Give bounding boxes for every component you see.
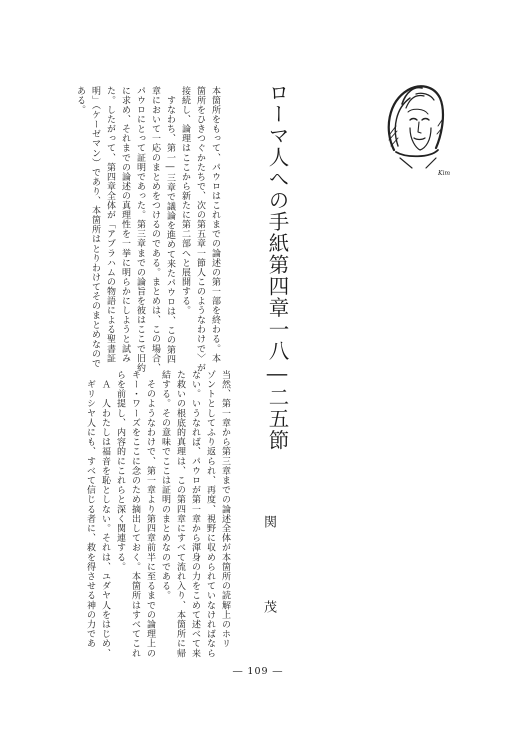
page-number: ― 109 ― [232,666,284,677]
body-text-lower: 当然、第一章から第三章までの論述全体が本箇所の読解上のホリ ゾントとしてふり返られ、再度、視野に収められていなければなら ない。いうなれば、パウロが第一章から渾身の力をこめて述べて来 た救いの根底的真理は、この第四章にすべて流れ入り、本箇所に帰 結する。その意味でここは証明のまとめなのである。 そのようなわけで、第一章より第四章前半に至るまでの論理上の キー・ワーズをここに念のため摘出しておく。本箇所はすべてこれ らを前提し、内容的にこれらと深く関連する。 Ａ 人わたしは福音を恥としない。それは、ユダヤ人をはじめ、 ギリシヤ人にも、すべて信じる者に、救を得させる神の力であ [85,370,230,658]
author-given-name: 茂 [261,600,276,613]
portrait-illustration [376,78,456,178]
article-title: ローマ人への手紙第四章一八―二五節 [265,82,289,451]
author-name [256,515,280,655]
body-text-upper: 本箇所をもって、パウロはこれまでの論述の第一部を終わる。本 箇所をひきつぐかたちで、次の第五章一節人このようなわけで〉が 接続し、論理はここから新たに第二部へと展開する。 すなわち、第一―三章で議論を進めて来たパウロは、この第四 章において一応のまとめをつけるのである。まとめは、この場合、 パウロにとって証明であった。第三章までの論旨を彼はここで旧約 に求め、それまでの論述の真理性を一挙に明らかにしようと試み た。したがって、第四章全体が「アブラハムの物語による聖書証 明」（ケーゼマン）であり、本箇所はとりわけてそのまとめなので ある。 [75,86,220,373]
illustration-signature: Kim [438,170,451,177]
author-surname: 関 [261,515,276,528]
